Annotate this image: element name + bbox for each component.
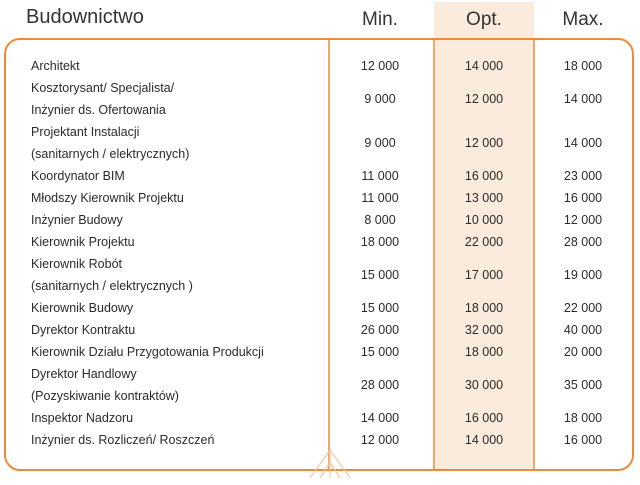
position-name: Kierownik Projektu (31, 235, 135, 249)
salary-min: 9 000 (364, 92, 396, 106)
salary-opt: 18 000 (464, 345, 504, 359)
salary-max: 16 000 (563, 433, 603, 447)
salary-min: 9 000 (364, 136, 396, 150)
table-row (0, 407, 640, 429)
salary-max: 28 000 (563, 235, 603, 249)
table-row (0, 253, 640, 297)
salary-opt: 10 000 (464, 213, 504, 227)
salary-max: 35 000 (563, 378, 603, 392)
salary-min: 28 000 (360, 378, 400, 392)
position-name: Inżynier Budowy (31, 213, 123, 227)
salary-opt: 22 000 (464, 235, 504, 249)
position-name: Inspektor Nadzoru (31, 411, 134, 425)
position-name: (sanitarnych / elektrycznych) (31, 147, 190, 161)
column-header-opt: Opt. (466, 9, 502, 30)
salary-max: 14 000 (563, 136, 603, 150)
salary-max: 18 000 (563, 59, 603, 73)
salary-opt: 14 000 (464, 433, 504, 447)
position-name: Dyrektor Handlowy (31, 367, 137, 381)
salary-opt: 12 000 (464, 136, 504, 150)
salary-max: 14 000 (563, 92, 603, 106)
salary-min: 18 000 (360, 235, 400, 249)
position-name: Kierownik Działu Przygotowania Produkcji (31, 345, 264, 359)
salary-opt: 14 000 (464, 59, 504, 73)
salary-min: 8 000 (364, 213, 396, 227)
salary-opt: 18 000 (464, 301, 504, 315)
salary-opt: 12 000 (464, 92, 504, 106)
salary-min: 15 000 (360, 268, 400, 282)
position-name: Koordynator BIM (31, 169, 125, 183)
salary-opt: 30 000 (464, 378, 504, 392)
position-name: Kierownik Robót (31, 257, 123, 271)
salary-opt: 16 000 (464, 411, 504, 425)
table-row (0, 297, 640, 319)
position-name: Kierownik Budowy (31, 301, 134, 315)
column-header-max: Max. (562, 9, 604, 30)
table-row (0, 187, 640, 209)
salary-max: 20 000 (563, 345, 603, 359)
table-row (0, 209, 640, 231)
salary-opt: 32 000 (464, 323, 504, 337)
salary-max: 22 000 (563, 301, 603, 315)
position-name: Kosztorysant/ Specjalista/ (31, 81, 175, 95)
position-name: Architekt (31, 59, 80, 73)
salary-max: 23 000 (563, 169, 603, 183)
position-name: (Pozyskiwanie kontraktów) (31, 389, 179, 403)
salary-max: 12 000 (563, 213, 603, 227)
salary-max: 19 000 (563, 268, 603, 282)
salary-max: 40 000 (563, 323, 603, 337)
salary-min: 26 000 (360, 323, 400, 337)
position-name: Młodszy Kierownik Projektu (31, 191, 184, 205)
table-row (0, 319, 640, 341)
salary-opt: 13 000 (464, 191, 504, 205)
salary-min: 11 000 (361, 169, 399, 183)
table-row (0, 121, 640, 165)
table-row (0, 231, 640, 253)
table-row (0, 363, 640, 407)
table-row (0, 55, 640, 77)
salary-opt: 16 000 (464, 169, 504, 183)
salary-min: 15 000 (360, 345, 400, 359)
position-name: Inżynier ds. Ofertowania (31, 103, 166, 117)
column-header-min: Min. (362, 9, 398, 30)
salary-min: 12 000 (360, 59, 400, 73)
page-title: Budownictwo (26, 6, 144, 28)
position-name: Inżynier ds. Rozliczeń/ Roszczeń (31, 433, 215, 447)
salary-max: 16 000 (563, 191, 603, 205)
table-row (0, 165, 640, 187)
salary-min: 12 000 (360, 433, 400, 447)
salary-min: 15 000 (360, 301, 400, 315)
salary-max: 18 000 (563, 411, 603, 425)
decorative-building-graphic (300, 448, 360, 478)
position-name: (sanitarnych / elektrycznych ) (31, 279, 193, 293)
table-row (0, 341, 640, 363)
position-name: Projektant Instalacji (31, 125, 140, 139)
salary-opt: 17 000 (464, 268, 504, 282)
salary-min: 11 000 (361, 191, 399, 205)
salary-min: 14 000 (360, 411, 400, 425)
table-row (0, 77, 640, 121)
position-name: Dyrektor Kontraktu (31, 323, 136, 337)
